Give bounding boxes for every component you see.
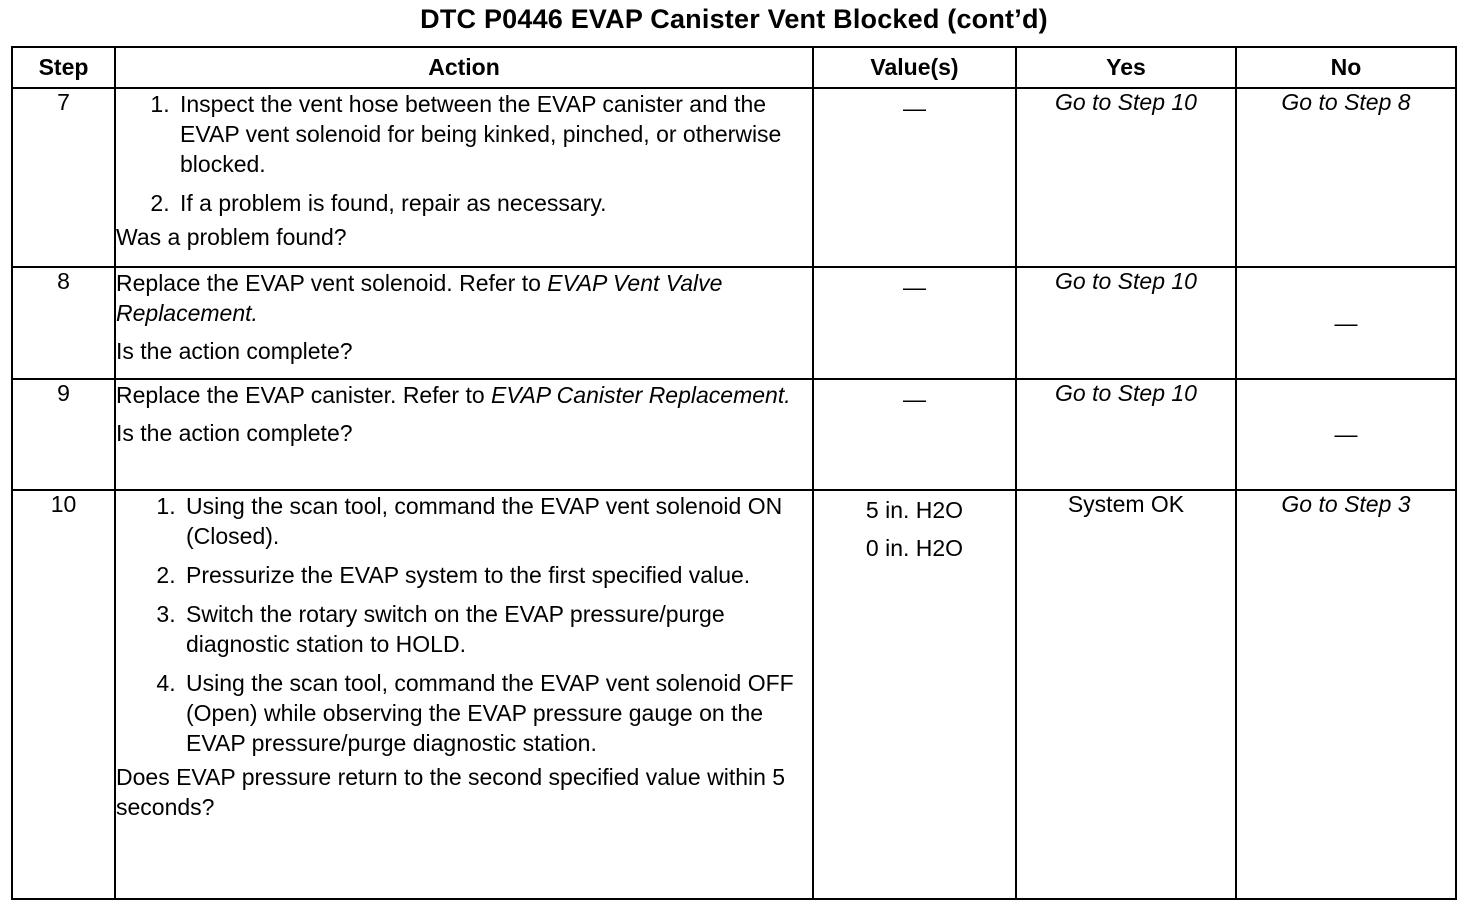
value-cell — [813, 490, 1016, 899]
action-item: 2. If a problem is found, repair as necessary. — [176, 188, 812, 218]
action-question: Is the action complete? — [116, 338, 353, 364]
no-cell: Go to Step 8 — [1236, 88, 1456, 267]
yes-cell: Go to Step 10 — [1016, 379, 1236, 490]
action-list — [116, 491, 812, 758]
action-item: 2. Pressurize the EVAP system to the first specified value. — [182, 560, 812, 590]
action-cell — [115, 490, 813, 899]
yes-cell: Go to Step 10 — [1016, 267, 1236, 379]
header-row — [12, 47, 1456, 88]
action-question: Was a problem found? — [116, 224, 347, 250]
no-cell: — — [1236, 267, 1456, 379]
action-cell — [115, 379, 813, 490]
value-cell: — — [813, 88, 1016, 267]
value-second: 0 in. H2O — [865, 535, 964, 561]
step-number: 9 — [12, 379, 115, 490]
action-list — [116, 89, 812, 218]
value-first: 5 in. H2O — [865, 497, 964, 523]
header-action: Action — [115, 47, 813, 88]
no-cell: Go to Step 3 — [1236, 490, 1456, 899]
header-yes: Yes — [1016, 47, 1236, 88]
header-step: Step — [12, 47, 115, 88]
yes-cell: Go to Step 10 — [1016, 88, 1236, 267]
action-item: 1. Using the scan tool, command the EVAP vent solenoid ON (Closed). — [182, 491, 812, 551]
table-row — [12, 88, 1456, 267]
yes-cell: System OK — [1016, 490, 1236, 899]
action-instruction: Replace the EVAP canister. Refer to — [116, 382, 485, 408]
action-item: 4. Using the scan tool, command the EVAP vent solenoid OFF (Open) while observing the EVAP pressure gauge on the EVAP pressure/purge diagnostic station. — [182, 668, 812, 758]
action-question: Is the action complete? — [116, 420, 353, 446]
step-number: 10 — [12, 490, 115, 899]
no-cell: — — [1236, 379, 1456, 490]
diagnostic-table — [11, 46, 1457, 900]
table-row — [12, 379, 1456, 490]
value-cell: — — [813, 267, 1016, 379]
reference-link[interactable]: EVAP Canister Replacement. — [491, 382, 791, 408]
action-text — [116, 268, 812, 328]
action-cell — [115, 88, 813, 267]
step-number: 8 — [12, 267, 115, 379]
action-text — [116, 380, 812, 410]
header-no: No — [1236, 47, 1456, 88]
document-title: DTC P0446 EVAP Canister Vent Blocked (cont’d) — [420, 4, 1048, 34]
header-values: Value(s) — [813, 47, 1016, 88]
step-number: 7 — [12, 88, 115, 267]
action-cell — [115, 267, 813, 379]
action-item: 1. Inspect the vent hose between the EVAP canister and the EVAP vent solenoid for being kinked, pinched, or otherwise blocked. — [176, 89, 812, 179]
action-question: Does EVAP pressure return to the second specified value within 5 seconds? — [116, 764, 786, 820]
table-row — [12, 490, 1456, 899]
value-cell: — — [813, 379, 1016, 490]
reference-link[interactable]: EVAP Vent Valve Replacement. — [116, 270, 723, 326]
table-row — [12, 267, 1456, 379]
action-instruction: Replace the EVAP vent solenoid. Refer to — [116, 270, 541, 296]
action-item: 3. Switch the rotary switch on the EVAP pressure/purge diagnostic station to HOLD. — [182, 599, 812, 659]
